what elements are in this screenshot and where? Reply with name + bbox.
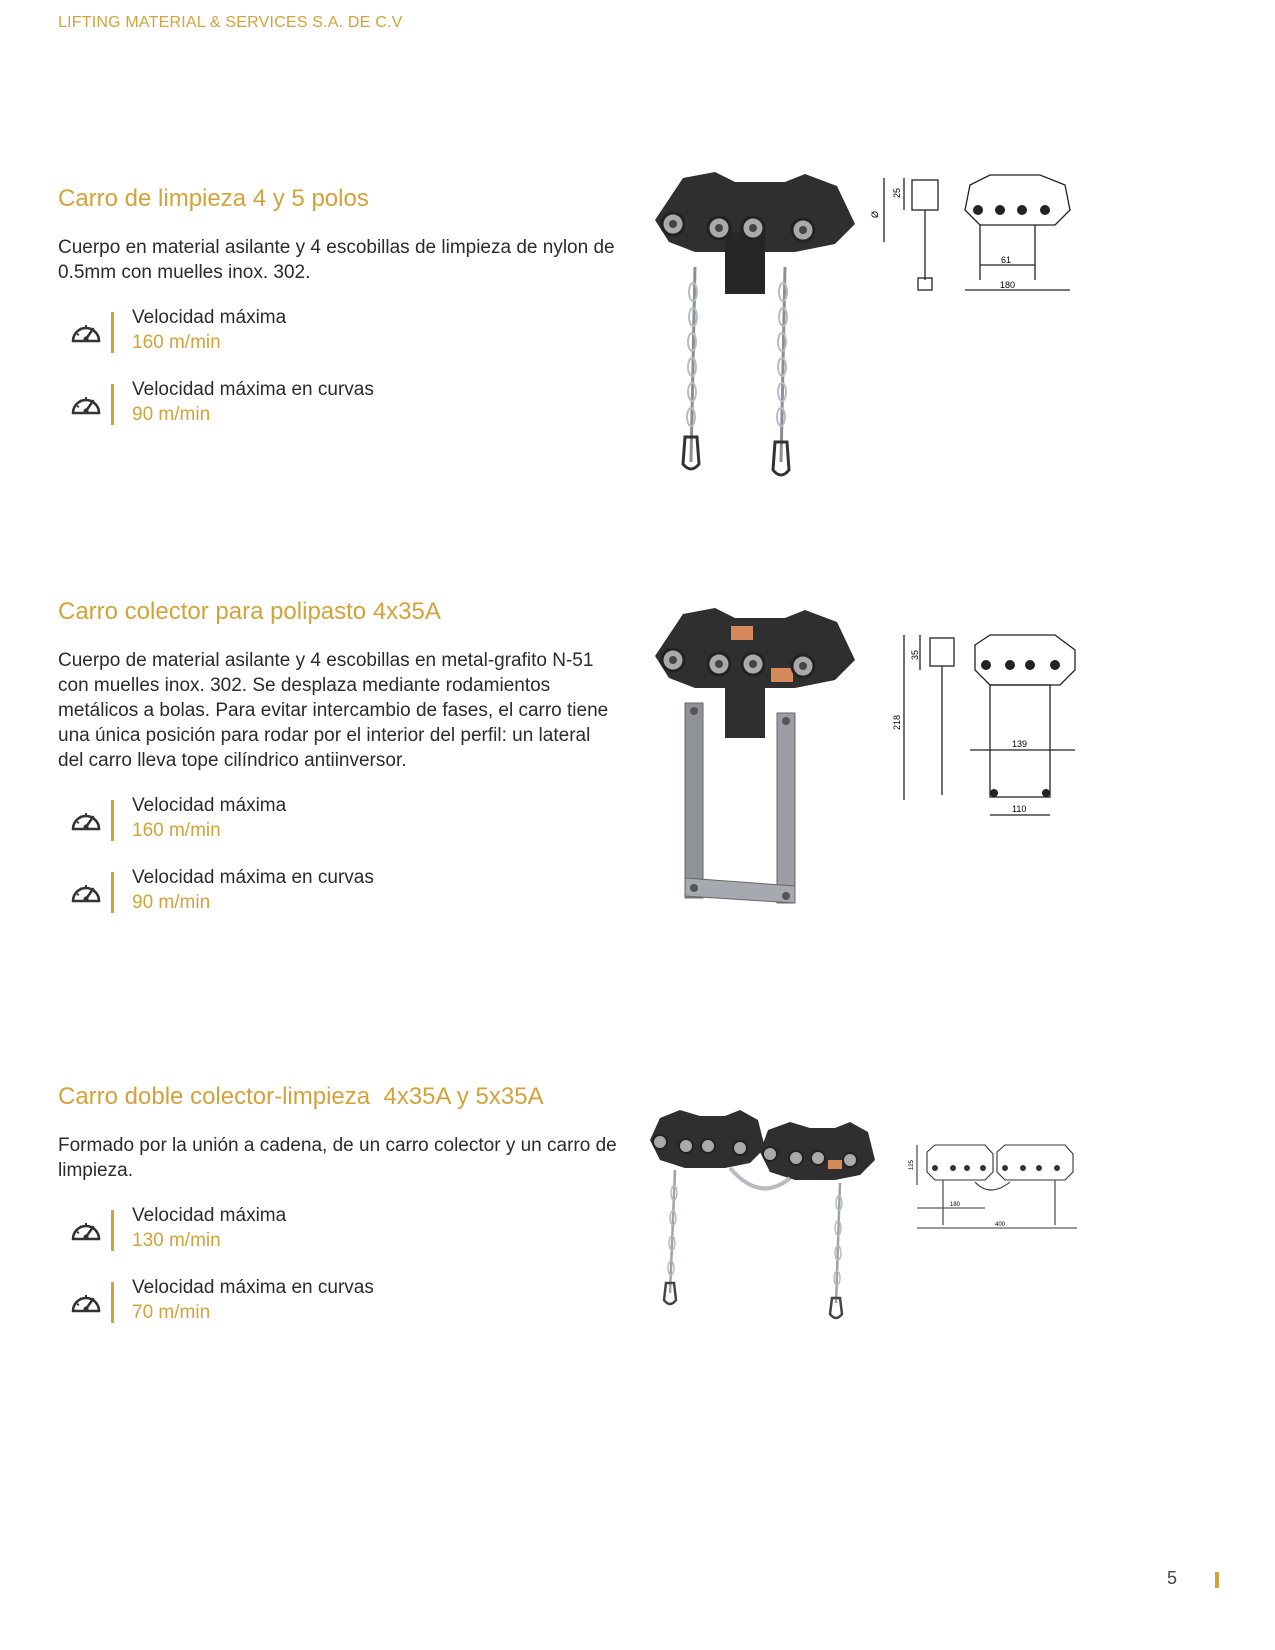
dimension-label: 139 xyxy=(1012,739,1028,749)
spec-max-speed-curves xyxy=(58,379,618,431)
spec-max-speed xyxy=(58,307,618,359)
spec-max-speed xyxy=(58,1205,618,1257)
dimension-label: 180 xyxy=(1000,280,1016,290)
company-header: LIFTING MATERIAL & SERVICES S.A. DE C.V xyxy=(58,14,403,31)
cleaning-cart-drawing xyxy=(870,170,1080,305)
cleaning-cart-photo xyxy=(655,172,860,492)
speedometer-icon xyxy=(70,879,102,905)
dimension-label: 400 xyxy=(995,1222,1006,1228)
dimension-label: 125 xyxy=(909,1159,915,1170)
dimension-label: Ø xyxy=(870,210,880,218)
spec-max-speed xyxy=(58,795,618,847)
spec-value: 90 m/min xyxy=(132,404,211,425)
spec-label: Velocidad máxima en curvas xyxy=(132,1277,374,1298)
collector-cart-photo xyxy=(655,608,855,913)
spec-value: 70 m/min xyxy=(132,1302,211,1323)
speedometer-icon xyxy=(70,1289,102,1315)
section-title: Carro doble colector-limpieza 4x35A y 5x35A xyxy=(58,1083,544,1110)
spec-divider xyxy=(111,872,114,913)
spec-label: Velocidad máxima en curvas xyxy=(132,867,374,888)
double-cart-drawing xyxy=(905,1140,1085,1240)
spec-label: Velocidad máxima xyxy=(132,795,287,816)
page-number-accent xyxy=(1215,1572,1219,1588)
speedometer-icon xyxy=(70,391,102,417)
spec-divider xyxy=(111,384,114,425)
speedometer-icon xyxy=(70,807,102,833)
spec-max-speed-curves xyxy=(58,867,618,919)
page-number: 5 xyxy=(1166,1568,1177,1588)
spec-max-speed-curves xyxy=(58,1277,618,1329)
dimension-label: 218 xyxy=(892,714,902,730)
collector-cart-drawing xyxy=(890,630,1090,830)
section-description: Cuerpo de material asilante y 4 escobillas en metal-grafito N-51 con muelles inox. 302. Se desplaza mediante rodamientos metálicos a bolas. Para evitar intercambio de fases, el carro tiene una única posición para rodar por el interior del perfil: un lateral del carro lleva tope cilíndrico antiinversor. xyxy=(58,650,609,771)
dimension-label: 61 xyxy=(1001,255,1012,265)
dimension-label: 110 xyxy=(1012,804,1027,814)
spec-value: 160 m/min xyxy=(132,820,221,841)
section-title: Carro de limpieza 4 y 5 polos xyxy=(58,185,369,212)
section-description: Formado por la unión a cadena, de un carro colector y un carro de limpieza. xyxy=(58,1135,617,1181)
section-collector-cart xyxy=(58,598,618,919)
spec-divider xyxy=(111,800,114,841)
dimension-label: 35 xyxy=(910,649,920,660)
spec-value: 160 m/min xyxy=(132,332,221,353)
dimension-label: 180 xyxy=(950,1202,961,1208)
spec-value: 130 m/min xyxy=(132,1230,221,1251)
spec-value: 90 m/min xyxy=(132,892,211,913)
dimension-label: 25 xyxy=(892,187,902,198)
section-cleaning-cart xyxy=(58,185,618,431)
spec-label: Velocidad máxima en curvas xyxy=(132,379,374,400)
double-cart-photo xyxy=(650,1108,880,1328)
spec-divider xyxy=(111,1210,114,1251)
speedometer-icon xyxy=(70,319,102,345)
section-double-cart xyxy=(58,1083,618,1329)
spec-divider xyxy=(111,312,114,353)
section-description: Cuerpo en material asilante y 4 escobillas de limpieza de nylon de 0.5mm con muelles inox. 302. xyxy=(58,237,615,283)
spec-label: Velocidad máxima xyxy=(132,1205,287,1226)
spec-label: Velocidad máxima xyxy=(132,307,287,328)
spec-divider xyxy=(111,1282,114,1323)
section-title: Carro colector para polipasto 4x35A xyxy=(58,598,441,625)
speedometer-icon xyxy=(70,1217,102,1243)
